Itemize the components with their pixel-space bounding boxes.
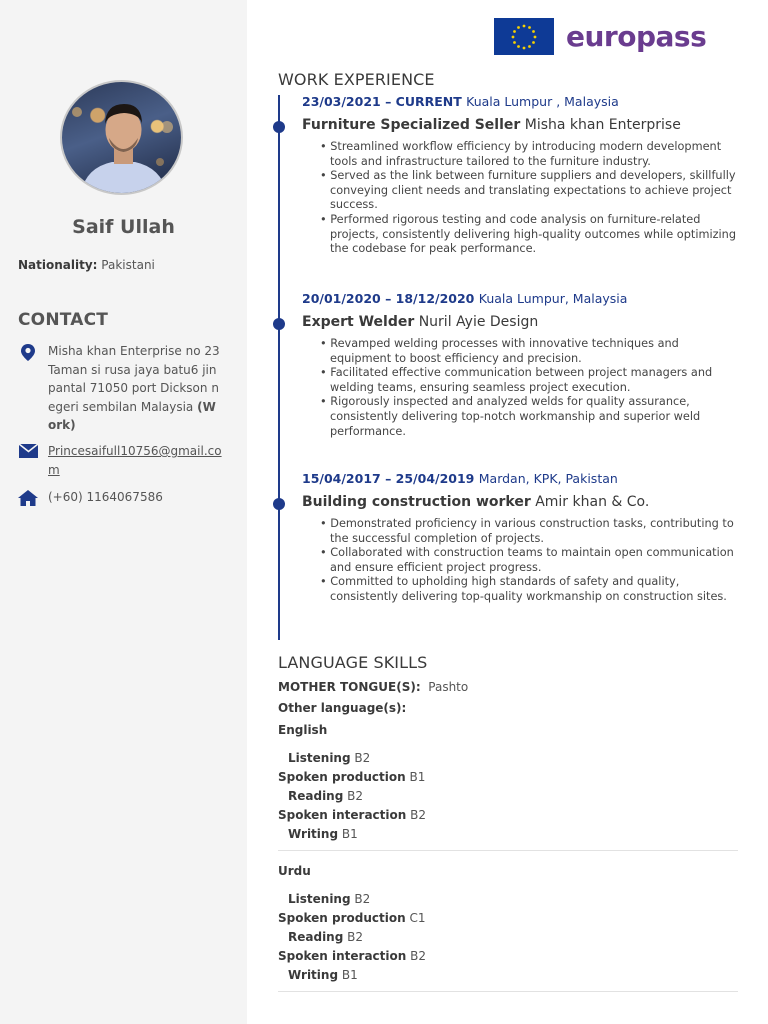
work-experience-title: WORK EXPERIENCE bbox=[278, 70, 435, 89]
skill-reading bbox=[288, 930, 363, 944]
list-item: • Revamped welding processes with innovative techniques and equipment to boost efficiency and precision. bbox=[320, 337, 742, 366]
mother-tongue-value: Pashto bbox=[428, 680, 469, 694]
timeline-line bbox=[278, 95, 280, 640]
skill-level: C1 bbox=[409, 911, 426, 925]
nationality-label: Nationality: bbox=[18, 258, 98, 272]
job-role bbox=[302, 314, 742, 330]
job-company: Amir khan & Co. bbox=[535, 494, 650, 510]
job-date-range: 20/01/2020 – 18/12/2020 bbox=[302, 291, 475, 306]
list-item: • Streamlined workflow efficiency by introducing modern development tools and infrastructure tailored to the furniture industry. bbox=[320, 140, 742, 169]
email-link[interactable]: Princesaifull10756@gmail.com bbox=[48, 444, 222, 477]
person-name: Saif Ullah bbox=[72, 216, 175, 238]
job-bullets bbox=[302, 140, 742, 257]
skill-level: B2 bbox=[347, 930, 364, 944]
skill-level: B2 bbox=[410, 949, 426, 963]
job-title: Furniture Specialized Seller bbox=[302, 117, 521, 133]
job-entry bbox=[302, 471, 742, 605]
nationality-value: Pakistani bbox=[101, 258, 155, 272]
language-name bbox=[278, 864, 311, 878]
eu-flag-icon bbox=[494, 18, 554, 55]
job-bullets bbox=[302, 337, 742, 439]
skill-writing bbox=[288, 827, 358, 841]
list-item: • Collaborated with construction teams to maintain open communication and ensure efficient project progress. bbox=[320, 546, 742, 575]
logo-text: europass bbox=[566, 20, 707, 53]
skill-label: Spoken production bbox=[278, 770, 406, 784]
skill-writing bbox=[288, 968, 358, 982]
skill-level: B2 bbox=[410, 808, 426, 822]
skill-label: Writing bbox=[288, 827, 339, 841]
mother-tongue-label: MOTHER TONGUE(S): bbox=[278, 680, 421, 694]
address-tag: (Work) bbox=[48, 399, 216, 432]
timeline-dot bbox=[273, 498, 285, 510]
skill-reading bbox=[288, 789, 363, 803]
avatar bbox=[60, 80, 183, 195]
address-text: Misha khan Enterprise no 23 Taman si rusa jaya batu6 jin pantal 71050 port Dickson negeri sembilan Malaysia bbox=[48, 344, 220, 414]
job-bullets bbox=[302, 517, 742, 605]
contact-address bbox=[18, 342, 222, 435]
other-languages-text: Other language(s): bbox=[278, 701, 407, 715]
list-item: • Performed rigorous testing and code analysis on furniture-related projects, consistently delivering high-quality outcomes while optimizing the codebase for peak performance. bbox=[320, 213, 742, 257]
language-skills-title: LANGUAGE SKILLS bbox=[278, 653, 428, 672]
skill-level: B2 bbox=[347, 789, 364, 803]
job-company: Nuril Ayie Design bbox=[418, 314, 539, 330]
job-date bbox=[302, 94, 742, 109]
job-date bbox=[302, 291, 742, 306]
job-role bbox=[302, 494, 742, 510]
europass-logo bbox=[494, 18, 706, 55]
timeline-dot bbox=[273, 318, 285, 330]
list-item: • Facilitated effective communication between project managers and welding teams, ensuring seamless project execution. bbox=[320, 366, 742, 395]
job-location: Kuala Lumpur , Malaysia bbox=[466, 94, 619, 109]
list-item: • Rigorously inspected and analyzed welds for quality assurance, consistently delivering top-notch workmanship and superior weld performance. bbox=[320, 395, 742, 439]
contact-title: CONTACT bbox=[18, 310, 109, 330]
job-title: Building construction worker bbox=[302, 494, 531, 510]
skill-level: B2 bbox=[354, 751, 371, 765]
job-entry bbox=[302, 291, 742, 439]
envelope-icon bbox=[18, 442, 38, 479]
phone-text: (+60) 1164067586 bbox=[48, 490, 163, 504]
skill-label: Writing bbox=[288, 968, 339, 982]
contact-email bbox=[18, 442, 222, 479]
skill-label: Spoken production bbox=[278, 911, 406, 925]
skill-spoken-interaction bbox=[278, 808, 426, 822]
divider bbox=[278, 991, 738, 992]
skill-listening bbox=[288, 751, 370, 765]
list-item: • Committed to upholding high standards of safety and quality, consistently delivering top-quality workmanship on construction sites. bbox=[320, 575, 742, 604]
timeline-dot bbox=[273, 121, 285, 133]
location-pin-icon bbox=[18, 342, 38, 435]
skill-level: B2 bbox=[354, 892, 371, 906]
job-title: Expert Welder bbox=[302, 314, 415, 330]
language-title: Urdu bbox=[278, 864, 311, 878]
list-item: • Demonstrated proficiency in various construction tasks, contributing to the successful completion of projects. bbox=[320, 517, 742, 546]
list-item: • Served as the link between furniture suppliers and developers, skillfully conveying client needs and translating expectations to achieve project success. bbox=[320, 169, 742, 213]
job-entry bbox=[302, 94, 742, 257]
skill-listening bbox=[288, 892, 370, 906]
contact-phone bbox=[18, 488, 222, 507]
job-company: Misha khan Enterprise bbox=[524, 117, 681, 133]
skill-spoken-production bbox=[278, 770, 425, 784]
job-location: Kuala Lumpur, Malaysia bbox=[478, 291, 628, 306]
skill-label: Listening bbox=[288, 751, 351, 765]
skill-spoken-production bbox=[278, 911, 425, 925]
job-date-range: 23/03/2021 – CURRENT bbox=[302, 94, 462, 109]
skill-label: Spoken interaction bbox=[278, 808, 407, 822]
skill-label: Reading bbox=[288, 930, 344, 944]
language-title: English bbox=[278, 723, 328, 737]
job-date-range: 15/04/2017 – 25/04/2019 bbox=[302, 471, 475, 486]
nationality bbox=[18, 258, 155, 272]
mother-tongue bbox=[278, 680, 468, 694]
skill-label: Reading bbox=[288, 789, 344, 803]
skill-level: B1 bbox=[341, 827, 358, 841]
skill-level: B1 bbox=[409, 770, 426, 784]
divider bbox=[278, 850, 738, 851]
home-icon bbox=[18, 488, 38, 507]
job-role bbox=[302, 117, 742, 133]
skill-label: Listening bbox=[288, 892, 351, 906]
skill-level: B1 bbox=[341, 968, 358, 982]
skill-spoken-interaction bbox=[278, 949, 426, 963]
other-languages-label bbox=[278, 701, 406, 715]
job-location: Mardan, KPK, Pakistan bbox=[478, 471, 618, 486]
language-name bbox=[278, 723, 327, 737]
skill-label: Spoken interaction bbox=[278, 949, 407, 963]
sidebar bbox=[0, 0, 247, 1024]
job-date bbox=[302, 471, 742, 486]
